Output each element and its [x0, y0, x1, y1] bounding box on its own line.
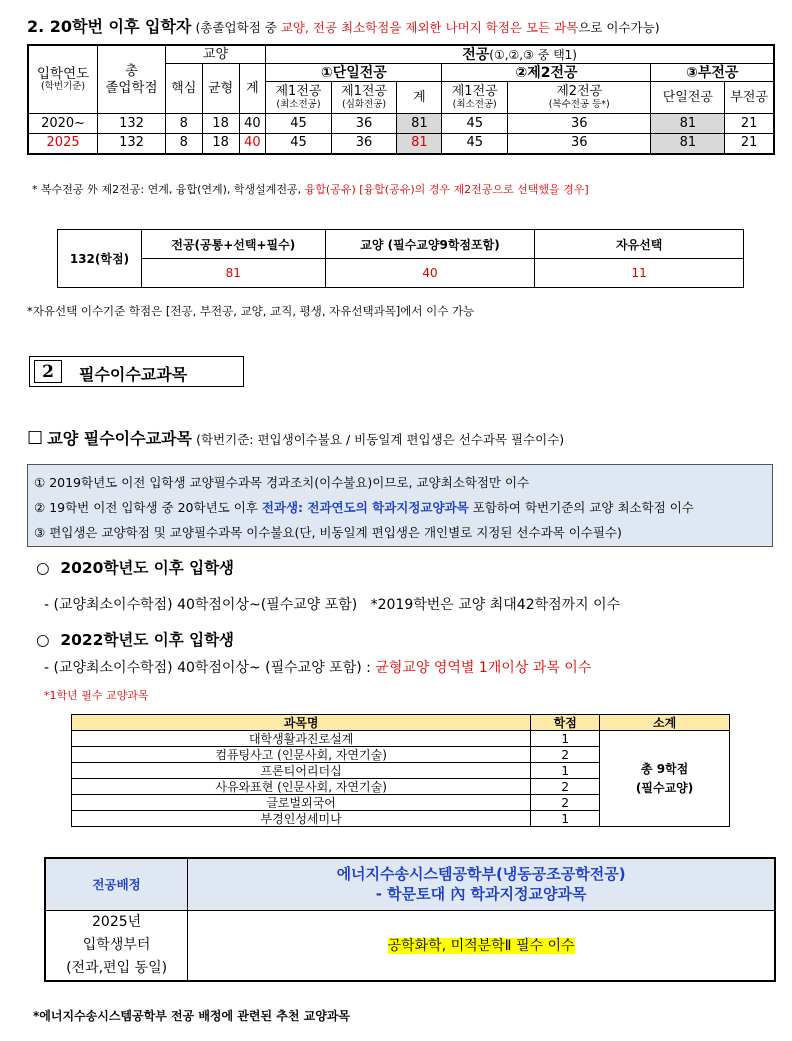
note-free-elective: *자유선택 이수기준 학점은 [전공, 부전공, 교양, 교직, 평생, 자유선택과목]에서 이수 가능 — [27, 304, 475, 318]
subtotal-header: 소계 — [600, 715, 730, 731]
minor-header: ③부전공 — [651, 64, 774, 82]
minor-minor-header: 부전공 — [725, 82, 774, 114]
assignment-content: 공학화학, 미적분학Ⅱ 필수 이수 — [188, 910, 775, 981]
liberal-credits-header: 교양 (필수교양9학점포함) — [325, 230, 535, 259]
note-item: ② 19학번 이전 입학생 중 20학년도 이후 전과생: 전과연도의 학과지정교양과목 포함하여 학번기준의 교양 최소학점 이수 — [34, 500, 694, 515]
assignment-title: 에너지수송시스템공학부(냉동공조공학전공) - 학문토대 內 학과지정교양과목 — [188, 858, 775, 910]
footer-note: *에너지수송시스템공학부 전공 배정에 관련된 추천 교양과목 — [33, 1009, 350, 1023]
major-credits-value: 81 — [141, 259, 325, 288]
total-credits-header: 총 졸업학점 — [98, 45, 166, 114]
heading-graduation: 2. 20학번 이후 입학자 (총졸업학점 중 교양, 전공 최소학점을 제외한 나머지 학점은 모든 과목으로 이수가능) — [27, 17, 660, 36]
course-name-header: 과목명 — [72, 715, 531, 731]
second-first-major-header: 제1전공 (최소전공) — [442, 82, 508, 114]
credit-requirements-table — [27, 44, 775, 155]
table-row: 부경인성세미나 1 — [72, 811, 730, 827]
balanced-header: 균형 — [202, 64, 239, 114]
credit-breakdown-table — [57, 229, 744, 288]
table-row: 컴퓨팅사고 (인문사회, 자연기술) 2 — [72, 747, 730, 763]
second-major-header: ②제2전공 — [442, 64, 651, 82]
note-second-major: * 복수전공 外 제2전공: 연계, 융합(연계), 학생설계전공, 융합(공유) [융합(공유)의 경우 제2전공으로 선택했을 경우] — [32, 183, 589, 196]
first-major-deep-header: 제1전공 (심화전공) — [331, 82, 397, 114]
major-header: 전공(①,②,③ 중 택1) — [266, 45, 774, 64]
note-item: ③ 편입생은 교양학점 및 교양필수과목 이수불요(단, 비동일계 편입생은 개인별로 지정된 선수과목 이수필수) — [34, 525, 622, 540]
single-major-header: ①단일전공 — [266, 64, 442, 82]
credit-header: 학점 — [531, 715, 600, 731]
major-credits-header: 전공(공통+선택+필수) — [141, 230, 325, 259]
table-row: 2020~ 132 8 18 40 45 36 81 45 36 81 21 — [28, 114, 774, 134]
table-row: 대학생활과진로설계 1 총 9학점 (필수교양) — [72, 731, 730, 747]
section-number: 2 — [34, 360, 62, 383]
heading-2022: ○ 2022학년도 이후 입학생 — [36, 631, 235, 649]
heading-2020: ○ 2020학년도 이후 입학생 — [36, 559, 235, 577]
assignment-label: 전공배정 — [45, 858, 188, 910]
major-sum-header: 계 — [397, 82, 442, 114]
checkbox-icon: ☐ — [27, 428, 44, 449]
major-assignment-table — [44, 857, 776, 982]
line-2020: - (교양최소이수학점) 40학점이상~(필수교양 포함) *2019학번은 교양 최대42학점까지 이수 — [44, 597, 621, 613]
required-courses-table — [71, 714, 730, 827]
table-row: 글로벌외국어 2 — [72, 795, 730, 811]
free-credits-header: 자유선택 — [535, 230, 744, 259]
admission-year-header: 입학연도 (학번기준) — [28, 45, 98, 114]
liberal-arts-header: 교양 — [165, 45, 265, 64]
free-credits-value: 11 — [535, 259, 744, 288]
section-required-courses — [29, 356, 244, 387]
first-major-min-header: 제1전공 (최소전공) — [266, 82, 332, 114]
heading-liberal-required: ☐ 교양 필수이수교과목 (학번기준: 편입생이수불요 / 비동일계 편입생은 선수과목 필수이수) — [27, 428, 565, 449]
minor-single-header: 단일전공 — [651, 82, 725, 114]
table-row: 프론티어리더십 1 — [72, 763, 730, 779]
notes-box — [27, 464, 773, 547]
note-first-year: *1학년 필수 교양과목 — [44, 689, 149, 702]
table-row: 사유와표현 (인문사회, 자연기술) 2 — [72, 779, 730, 795]
line-2022: - (교양최소이수학점) 40학점이상~ (필수교양 포함) : 균형교양 영역별 1개이상 과목 이수 — [44, 660, 592, 676]
assignment-year: 2025년 입학생부터 (전과,편입 동일) — [45, 910, 188, 981]
section-title: 필수이수교과목 — [79, 365, 188, 384]
heading-title: 2. 20학번 이후 입학자 — [27, 17, 192, 36]
liberal-sum-header: 계 — [239, 64, 266, 114]
liberal-credits-value: 40 — [325, 259, 535, 288]
core-header: 핵심 — [165, 64, 202, 114]
total-credits-label: 132(학점) — [58, 230, 142, 288]
second-major-col-header: 제2전공 (복수전공 등*) — [508, 82, 651, 114]
table-row: 2025 132 8 18 40 45 36 81 45 36 81 21 — [28, 134, 774, 154]
subtotal-value: 총 9학점 (필수교양) — [600, 731, 730, 827]
note-item: ① 2019학년도 이전 입학생 교양필수과목 경과조치(이수불요)이므로, 교양최소학점만 이수 — [34, 475, 530, 490]
